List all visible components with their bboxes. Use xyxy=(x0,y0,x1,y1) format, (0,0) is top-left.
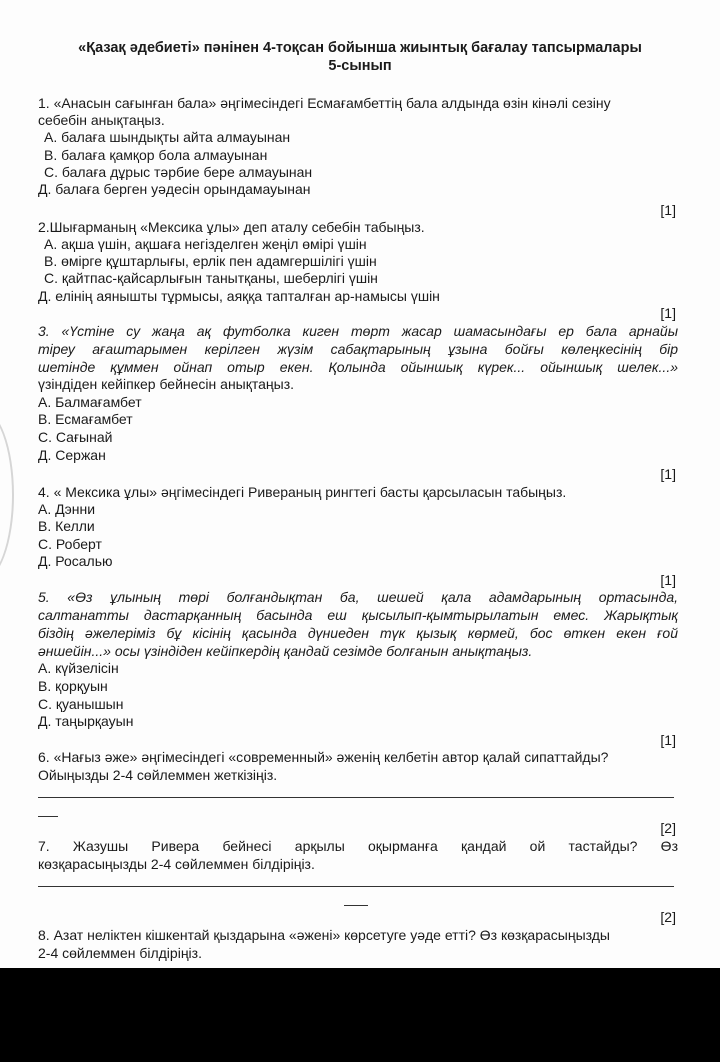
question-7-text-line: 7. Жазушы Ривера бейнесі арқылы оқырманға қандай ой тастайды? Өз xyxy=(38,838,678,854)
question-1-text-line: себебін анықтаңыз. xyxy=(38,112,165,128)
question-3-text-line: 3. «Үстіне су жаңа ақ футболка киген төрт жасар шамасындағы ер бала арнайы xyxy=(38,323,678,339)
answer-line xyxy=(38,797,674,798)
question-6-score: [2] xyxy=(660,820,676,836)
question-5-option-d: Д. таңырқауын xyxy=(38,713,134,729)
question-4-option-b: В. Келли xyxy=(38,518,95,534)
question-5-option-c: С. қуанышын xyxy=(38,696,124,712)
question-8-text-line: 8. Азат неліктен кішкентай қыздарына «әжені» көрсетуге уәде етті? Өз көзқарасыңызды xyxy=(38,927,610,943)
answer-line-end xyxy=(344,905,368,906)
question-1-text-line: 1. «Анасын сағынған бала» әңгімесіндегі Есмағамбеттің бала алдында өзін кінәлі сезіну xyxy=(38,95,611,111)
question-5-text-line: біздің әжелеріміз бұ кісінің қасында дүниеден түк қызық көрмей, бос өткен екен ғой xyxy=(38,625,678,641)
question-4-option-c: С. Роберт xyxy=(38,536,102,552)
question-6-text-line: 6. «Нағыз әже» әңгімесіндегі «современный» әженің келбетін автор қалай сипаттайды? xyxy=(38,749,609,765)
question-8-text-line: 2-4 сөйлеммен білдіріңіз. xyxy=(38,945,202,961)
question-5-text-line: 5. «Өз ұлының төрі болғандықтан ба, шешей қала адамдарының ортасында, xyxy=(38,589,678,605)
worksheet-title: «Қазақ әдебиеті» пәнінен 4-тоқсан бойынша жиынтық бағалау тапсырмалары xyxy=(78,40,642,56)
question-3-text-line: үзіндіден кейіпкер бейнесін анықтаңыз. xyxy=(38,376,295,392)
question-3-option-b: В. Есмағамбет xyxy=(38,411,133,427)
question-5-score: [1] xyxy=(660,732,676,748)
question-5-text-line: салтанатты дастарқанның басында еш қысылып-қымтырылатын емес. Жарықтық xyxy=(38,607,678,623)
question-3-text-line: тіреу ағаштарымен керілген жүзім сабақтарының ұзына бойғы көлеңкесінің бір xyxy=(38,341,678,357)
question-2-option-a: А. ақша үшін, ақшаға негізделген жеңіл өмірі үшін xyxy=(44,236,367,252)
question-5-option-a: А. күйзелісін xyxy=(38,660,119,676)
bottom-black-bar xyxy=(0,968,720,1062)
answer-line xyxy=(38,886,674,887)
question-6-text-line: Ойыңызды 2-4 сөйлеммен жеткізіңіз. xyxy=(38,767,278,783)
question-4-text-line: 4. « Мексика ұлы» әңгімесіндегі Ривераның рингтегі басты қарсыласын табыңыз. xyxy=(38,484,567,500)
question-2-option-d: Д. елінің аянышты тұрмысы, аяққа тапталған ар-намысы үшін xyxy=(38,288,440,304)
grade-subtitle: 5-сынып xyxy=(328,58,392,74)
question-1-option-b: В. балаға қамқор бола алмауынан xyxy=(44,147,268,163)
question-4-option-d: Д. Росалью xyxy=(38,553,113,569)
question-1-option-d: Д. балаға берген уәдесін орындамауынан xyxy=(38,181,311,197)
question-4-option-a: А. Дэнни xyxy=(38,501,96,517)
question-3-option-d: Д. Сержан xyxy=(38,447,106,463)
question-3-score: [1] xyxy=(660,466,676,482)
question-2-score: [1] xyxy=(660,305,676,321)
question-1-option-c: С. балаға дұрыс тәрбие бере алмауынан xyxy=(44,164,313,180)
question-5-option-b: В. қорқуын xyxy=(38,678,108,694)
question-4-score: [1] xyxy=(660,572,676,588)
question-3-option-a: А. Балмағамбет xyxy=(38,394,142,410)
question-1-score: [1] xyxy=(660,202,676,218)
question-3-option-c: С. Сағынай xyxy=(38,429,113,445)
question-1-option-a: А. балаға шындықты айта алмауынан xyxy=(44,129,291,145)
question-7-text-line: көзқарасыңызды 2-4 сөйлеммен білдіріңіз. xyxy=(38,856,315,872)
page-edge-arc xyxy=(0,408,14,582)
question-2-option-b: В. өмірге құштарлығы, ерлік пен адамгершілігі үшін xyxy=(44,253,377,269)
question-2-text-line: 2.Шығарманың «Мексика ұлы» деп аталу себебін табыңыз. xyxy=(38,219,425,235)
question-3-text-line: шетінде құммен ойнап отыр екен. Қолында ойыншық күрек... ойыншық шелек...» xyxy=(38,359,678,375)
question-7-score: [2] xyxy=(660,909,676,925)
question-2-option-c: С. қайтпас-қайсарлығын танытқаны, шеберлігі үшін xyxy=(44,270,378,286)
question-5-text-line: әншейін...» осы үзіндіден кейіпкердің қандай сезімде болғанын анықтаңыз. xyxy=(38,643,533,659)
answer-line-end xyxy=(38,816,58,817)
